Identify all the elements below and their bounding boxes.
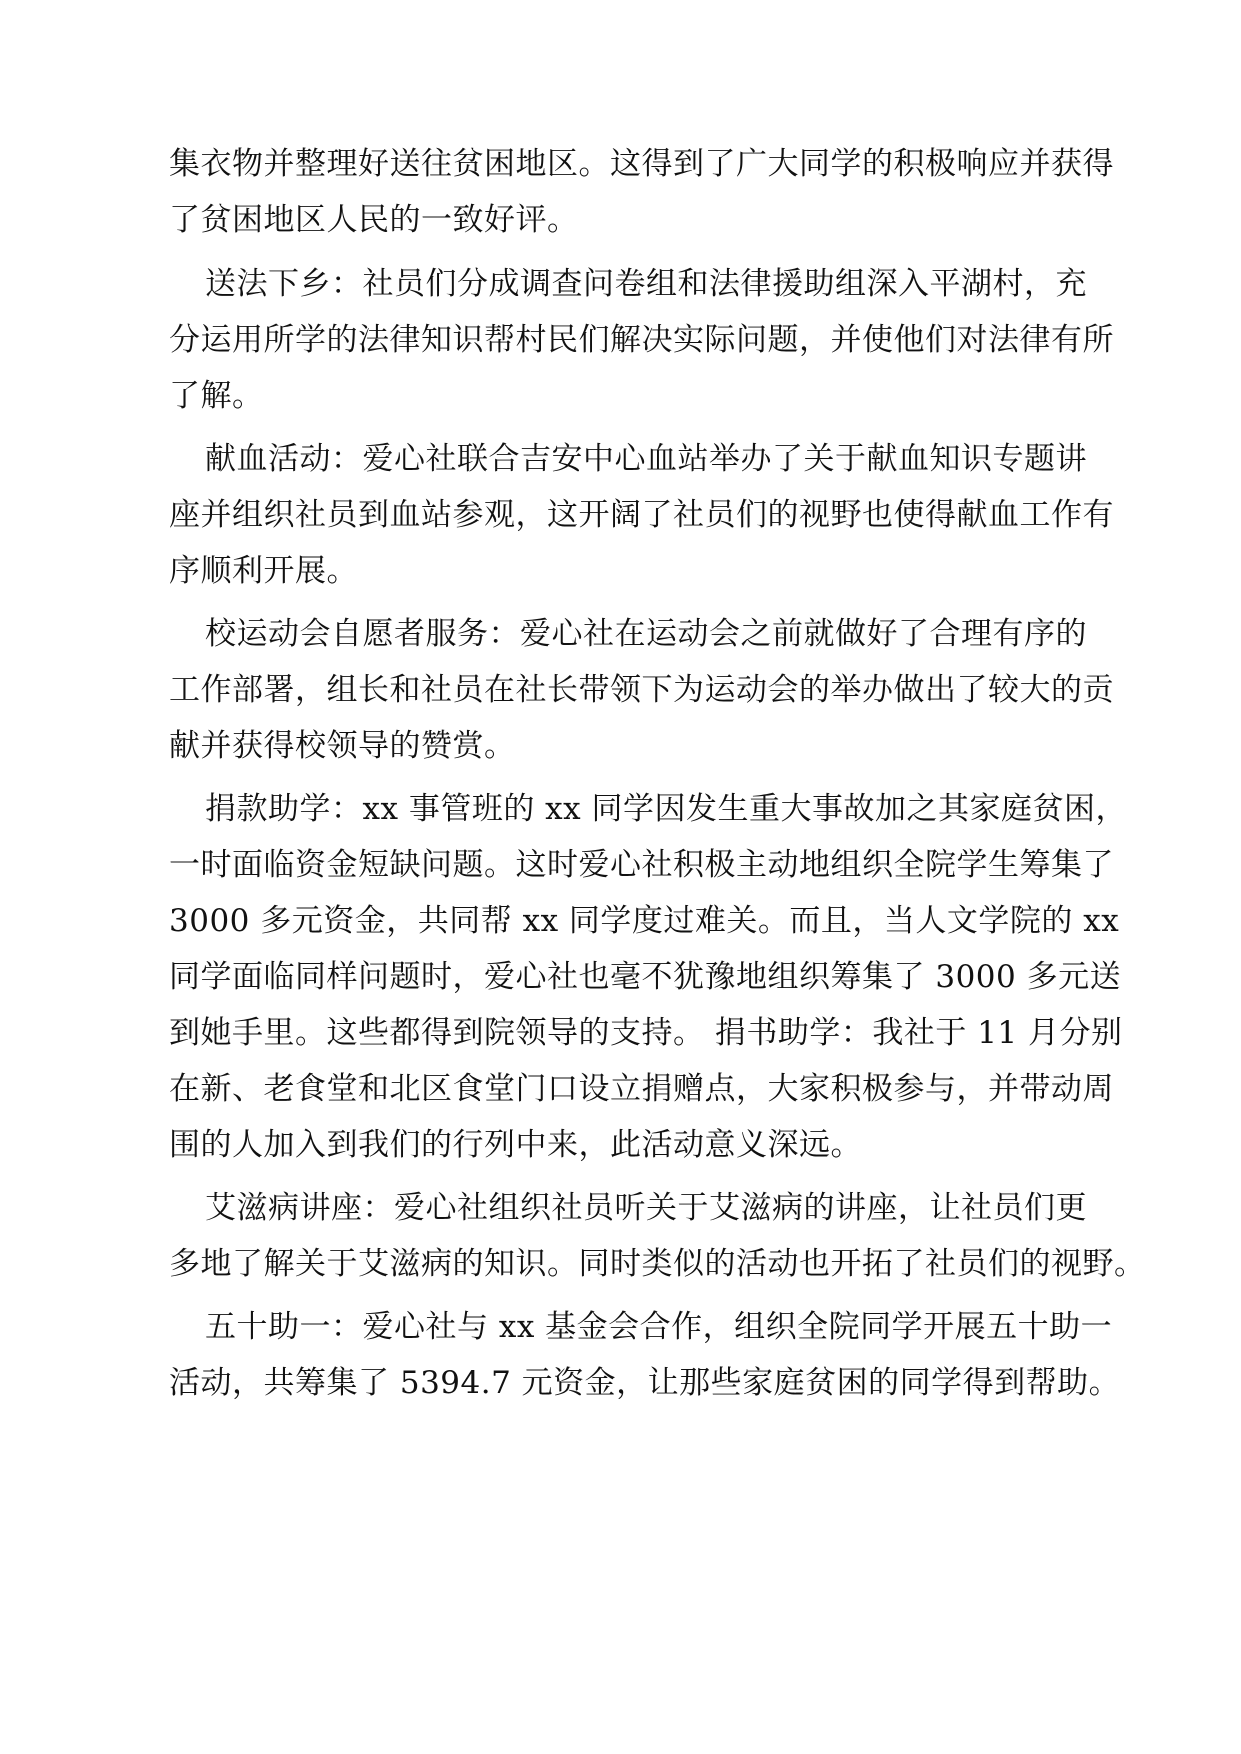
text-line: 献并获得校领导的赞赏。	[169, 728, 516, 764]
text-line: 五十助一：爱心社与 xx 基金会合作，组织全院同学开展五十助一	[205, 1309, 1113, 1345]
text-line: 捐款助学：xx 事管班的 xx 同学因发生重大事故加之其家庭贫困，	[205, 791, 1127, 827]
text-line: 同学面临同样问题时，爱心社也毫不犹豫地组织筹集了 3000 多元送	[169, 959, 1122, 995]
text-line: 艾滋病讲座：爱心社组织社员听关于艾滋病的讲座，让社员们更	[205, 1190, 1087, 1226]
text-line: 集衣物并整理好送往贫困地区。这得到了广大同学的积极响应并获得	[169, 146, 1114, 182]
text-line: 送法下乡：社员们分成调查问卷组和法律援助组深入平湖村，充	[205, 266, 1087, 302]
text-line: 多地了解关于艾滋病的知识。同时类似的活动也开拓了社员们的视野。	[169, 1246, 1146, 1282]
text-line: 活动，共筹集了 5394.7 元资金，让那些家庭贫困的同学得到帮助。	[169, 1365, 1121, 1401]
text-line: 一时面临资金短缺问题。这时爱心社积极主动地组织全院学生筹集了	[169, 847, 1114, 883]
text-line: 了贫困地区人民的一致好评。	[169, 202, 579, 238]
text-line: 校运动会自愿者服务：爱心社在运动会之前就做好了合理有序的	[205, 616, 1087, 652]
text-line: 座并组织社员到血站参观，这开阔了社员们的视野也使得献血工作有	[169, 497, 1114, 533]
text-line: 献血活动：爱心社联合吉安中心血站举办了关于献血知识专题讲	[205, 441, 1087, 477]
text-line: 序顺利开展。	[169, 553, 358, 589]
text-line: 在新、老食堂和北区食堂门口设立捐赠点，大家积极参与，并带动周	[169, 1071, 1114, 1107]
text-line: 到她手里。这些都得到院领导的支持。 捐书助学：我社于 11 月分别	[169, 1015, 1123, 1051]
text-line: 了解。	[169, 378, 264, 414]
text-line: 3000 多元资金，共同帮 xx 同学度过难关。而且，当人文学院的 xx	[169, 903, 1120, 939]
text-line: 围的人加入到我们的行列中来，此活动意义深远。	[169, 1127, 862, 1163]
text-line: 分运用所学的法律知识帮村民们解决实际问题，并使他们对法律有所	[169, 322, 1114, 358]
text-line: 工作部署，组长和社员在社长带领下为运动会的举办做出了较大的贡	[169, 672, 1114, 708]
